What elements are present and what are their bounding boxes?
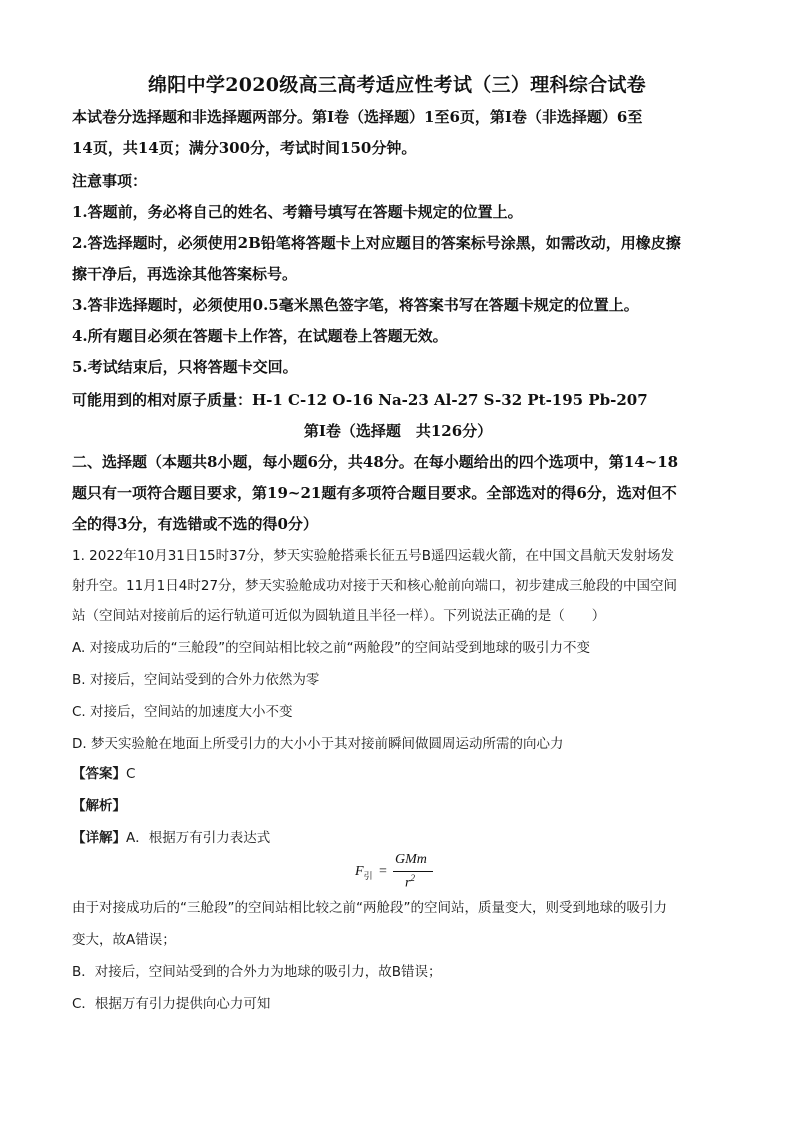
- answer-value: C: [126, 766, 136, 782]
- notice-item: 1.答题前，务必将自己的姓名、考籍号填写在答题卡规定的位置上。: [72, 203, 523, 221]
- explanation-line: 由于对接成功后的“三舱段”的空间站相比较之前“两舱段”的空间站，质量变大，则受到地球的吸引力: [72, 900, 667, 916]
- notice-item: 5.考试结束后，只将答题卡交回。: [72, 358, 298, 376]
- exam-title: 绵阳中学2020级高三高考适应性考试（三）理科综合试卷: [148, 74, 646, 96]
- formula-exponent: 2: [410, 873, 415, 883]
- detail-tag: 【详解】: [72, 830, 126, 846]
- atomic-masses: 可能用到的相对原子质量：H-1 C-12 O-16 Na-23 Al-27 S-32 Pt-195 Pb-207: [72, 391, 648, 409]
- detail-line: [72, 828, 724, 848]
- notice-item: 3.答非选择题时，必须使用0.5毫米黑色签字笔，将答案书写在答题卡规定的位置上。: [72, 296, 639, 314]
- section-instructions: 全的得3分，有选错或不选的得0分）: [72, 515, 318, 533]
- question-stem: 1. 2022年10月31日15时37分，梦天实验舱搭乘长征五号B遥四运载火箭，在中国文昌航天发射场发: [72, 548, 675, 564]
- analysis-tag: 【解析】: [72, 798, 126, 814]
- option-d: D. 梦天实验舱在地面上所受引力的大小小于其对接前瞬间做圆周运动所需的向心力: [72, 736, 564, 752]
- option-a: A. 对接成功后的“三舱段”的空间站相比较之前“两舱段”的空间站受到地球的吸引力不变: [72, 640, 591, 656]
- gravity-formula: [355, 852, 445, 892]
- explanation-line: B．对接后，空间站受到的合外力为地球的吸引力，故B错误；: [72, 964, 442, 980]
- option-c: C. 对接后，空间站的加速度大小不变: [72, 704, 293, 720]
- formula-denominator: $r^2$: [405, 873, 415, 891]
- option-b: B. 对接后，空间站受到的合外力依然为零: [72, 672, 320, 688]
- answer-tag: 【答案】: [72, 766, 126, 782]
- section-title: 第Ⅰ卷（选择题 共126分）: [303, 422, 493, 440]
- answer-line: [72, 764, 724, 784]
- notice-item: 擦干净后，再选涂其他答案标号。: [72, 265, 298, 283]
- formula-subscript: 引: [363, 870, 373, 881]
- explanation-line: C．根据万有引力提供向心力可知: [72, 996, 271, 1012]
- intro-line: 14页，共14页；满分300分，考试时间150分钟。: [72, 139, 417, 157]
- question-stem: 射升空。11月1日4时27分，梦天实验舱成功对接于天和核心舱前向端口，初步建成三舱段的中国空间: [72, 578, 678, 594]
- formula-equals: =: [379, 864, 387, 879]
- notice-heading: 注意事项：: [72, 172, 148, 190]
- detail-text: A．根据万有引力表达式: [126, 830, 271, 846]
- section-instructions: 题只有一项符合题目要求，第19~21题有多项符合题目要求。全部选对的得6分，选对但不: [72, 484, 677, 502]
- question-stem: 站（空间站对接前后的运行轨道可近似为圆轨道且半径一样）。下列说法正确的是（ ）: [72, 608, 606, 624]
- intro-line: 本试卷分选择题和非选择题两部分。第Ⅰ卷（选择题）1至6页，第Ⅰ卷（非选择题）6至: [72, 108, 643, 126]
- formula-lhs: $F_引$: [355, 864, 373, 881]
- notice-item: 4.所有题目必须在答题卡上作答，在试题卷上答题无效。: [72, 327, 448, 345]
- formula-numerator: GMm: [395, 852, 427, 867]
- formula-fraction-bar: [393, 871, 433, 872]
- explanation-line: 变大，故A错误；: [72, 932, 176, 948]
- section-instructions: 二、选择题（本题共8小题，每小题6分，共48分。在每小题给出的四个选项中，第14~18: [72, 453, 679, 471]
- notice-item: 2.答选择题时，必须使用2B铅笔将答题卡上对应题目的答案标号涂黑，如需改动，用橡皮擦: [72, 234, 681, 252]
